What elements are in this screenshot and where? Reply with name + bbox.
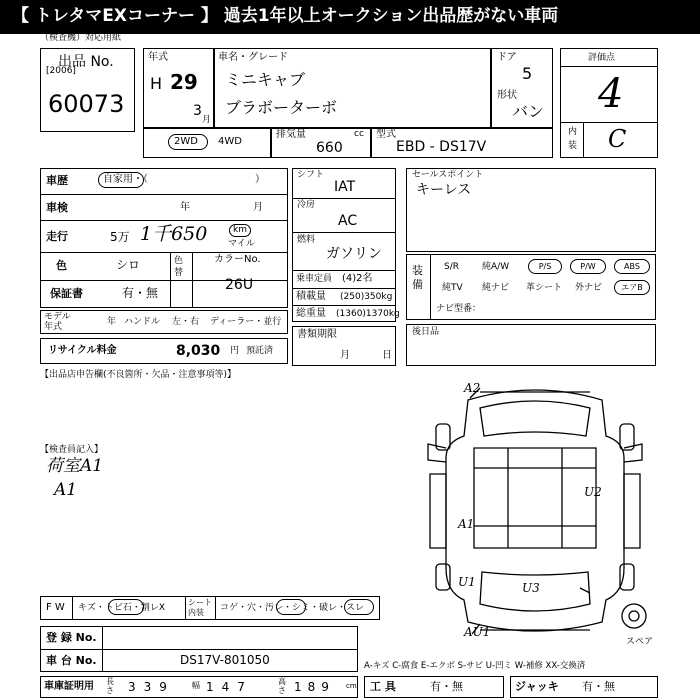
inspector-label: 【検査員記入】	[40, 445, 104, 455]
equipment-label: 装備	[412, 264, 423, 291]
shape-value: バン	[512, 102, 545, 121]
capacity-label: 乗車定員	[296, 274, 333, 284]
inspection-label: 車検	[46, 201, 68, 214]
mileage-value: 5万	[110, 230, 130, 244]
chassis-value: DS17V-801050	[180, 653, 270, 667]
type-label: 型式	[376, 129, 396, 140]
year-label: 年式	[148, 52, 168, 63]
color-value: シロ	[116, 258, 141, 272]
ac-value: AC	[338, 213, 358, 229]
spare-label: スペア	[626, 637, 654, 647]
model-name: ミニキャブ	[225, 70, 306, 89]
cert-v3: 189	[294, 680, 335, 694]
history-value: 自家用・（	[103, 174, 148, 185]
docs-month: 月	[340, 350, 350, 361]
handle-value: 左・右	[172, 317, 200, 327]
seat-label: シート内装	[188, 598, 212, 617]
engine-value: 660	[316, 140, 343, 156]
subnote: （検査機）対応用紙	[40, 33, 122, 43]
equip-airbag: エアB	[614, 280, 650, 295]
equip-leather: 革シート	[526, 283, 563, 293]
drive-4wd: 4WD	[218, 136, 242, 147]
doors-value: 5	[522, 64, 533, 83]
banner-title: 【 トレタマEXコーナー 】 過去1年以上オークション出品歴がない車両	[12, 6, 559, 26]
cert-v1: 339	[128, 680, 175, 694]
notes-label: 【出品店申告欄(不良箇所・欠品・注意事項等)】	[40, 370, 237, 380]
type-value: EBD - DS17V	[396, 139, 487, 155]
grade-label: 評価点	[588, 53, 616, 63]
handle-label: ハンドル	[124, 317, 161, 327]
sales-label: セールスポイント	[412, 170, 484, 180]
cert-label: 車庫証明用	[44, 681, 94, 692]
color-change-label: 色替	[174, 256, 184, 278]
shift-label: シフト	[297, 170, 325, 180]
defect-body-circle	[108, 599, 144, 615]
jack-value: 有・無	[582, 680, 615, 693]
lot-stamp: [2006]	[46, 66, 76, 76]
equip-tv: 純TV	[442, 283, 463, 293]
inspection-month: 月	[253, 202, 263, 213]
sales-value: キーレス	[416, 182, 472, 198]
shift-value: IAT	[334, 179, 356, 195]
doors-label: ドア	[497, 52, 517, 63]
inspection-year: 年	[180, 202, 190, 213]
recycle-note: 預託済	[246, 346, 274, 356]
docs-label: 書類期限	[297, 329, 337, 340]
load-label: 積載量	[296, 291, 326, 302]
cert-v2: 147	[206, 680, 253, 694]
defect-seat-circle-1	[276, 599, 306, 615]
history-label: 車歴	[46, 174, 68, 187]
gross-value: (1360)1370kg	[336, 309, 400, 319]
color-code: 26U	[225, 277, 254, 293]
equip-ext-navi: 外ナビ	[575, 283, 603, 293]
mileage-km: km	[233, 225, 247, 235]
year-value: 29	[170, 70, 198, 94]
year-month: 3	[193, 103, 202, 119]
model-year-label: モデル年式	[44, 312, 71, 332]
dealer-label: ディーラー・並行	[210, 317, 282, 327]
cert-l3: 高さ	[278, 677, 286, 695]
interior-value: C	[608, 125, 627, 153]
model-label: 車名・グレード	[218, 52, 288, 63]
mark-u1: U1	[458, 575, 476, 589]
lot-number: 60073	[48, 90, 125, 118]
defect-fw: F W	[46, 602, 65, 613]
registration-label: 登 録 No.	[46, 631, 97, 644]
lot-label: 出品 No.	[58, 54, 114, 70]
mileage-mile: マイル	[228, 239, 255, 249]
year-era: H	[150, 74, 163, 93]
after-box	[406, 324, 656, 366]
mark-u3: U3	[522, 581, 540, 595]
inspector-note-1: 荷室A1	[46, 456, 104, 476]
equip-ps: P/S	[528, 259, 562, 274]
color-code-label: カラーNo.	[214, 254, 261, 265]
legend: A-キズ C-腐食 E-エクボ S-サビ U-凹ミ W-補修 XX-交換済	[364, 661, 586, 671]
equip-pw: P/W	[570, 259, 606, 274]
mark-u2: U2	[584, 485, 602, 499]
warranty-label: 保証書	[50, 287, 83, 300]
warranty-value: 有・無	[122, 286, 159, 300]
capacity-value: (4)2名	[342, 273, 373, 284]
chassis-label: 車 台 No.	[46, 654, 97, 667]
docs-day: 日	[382, 350, 392, 361]
equip-sr: S/R	[444, 262, 459, 272]
mark-au1: AU1	[464, 625, 491, 639]
defect-seat-circle-2	[344, 599, 374, 615]
ac-label: 冷房	[297, 200, 316, 210]
load-value: (250)350kg	[340, 292, 393, 302]
cert-l1: 長さ	[106, 677, 114, 695]
after-label: 後日品	[412, 327, 440, 337]
year-month-unit: 月	[202, 115, 212, 125]
cert-unit: cm	[346, 682, 357, 690]
mark-a2: A2	[464, 381, 481, 395]
history-close: ）	[255, 174, 265, 185]
tools-label: 工 具	[370, 680, 396, 693]
color-label: 色	[56, 259, 67, 272]
fuel-label: 燃料	[297, 235, 316, 245]
recycle-value: 8,030	[176, 343, 221, 359]
defect-seat: コゲ・穴・汚レ・シミ・破レ・スレ	[220, 603, 365, 613]
grade-value: 4	[598, 71, 624, 117]
engine-label: 排気量	[276, 129, 306, 140]
equip-aw: 純A/W	[482, 262, 510, 272]
fuel-value: ガソリン	[326, 246, 382, 262]
recycle-label: リサイクル料金	[48, 345, 117, 356]
mark-a1: A1	[458, 517, 475, 531]
interior-label-1: 内	[568, 127, 578, 137]
mileage-hand: 1千650	[140, 223, 208, 245]
inspector-note-2: A1	[54, 480, 78, 500]
jack-label: ジャッキ	[515, 680, 559, 693]
car-diagram	[410, 378, 660, 644]
equip-navi: 純ナビ	[482, 283, 510, 293]
model-grade: ブラボーターボ	[225, 98, 338, 117]
engine-unit: cc	[354, 129, 364, 139]
equip-abs: ABS	[614, 259, 650, 274]
recycle-unit: 円	[230, 346, 240, 356]
cert-l2: 幅	[192, 681, 200, 690]
gross-label: 総重量	[296, 308, 326, 319]
nav-model-label: ナビ型番：	[436, 304, 482, 314]
drive-2wd: 2WD	[174, 136, 198, 147]
shape-label: 形状	[497, 90, 517, 101]
mileage-label: 走行	[46, 230, 68, 243]
tools-value: 有・無	[430, 680, 463, 693]
sales-box	[406, 168, 656, 252]
model-year-year: 年	[107, 317, 117, 327]
defect-body: キズ・トビ石・割レX	[78, 603, 165, 613]
interior-label-2: 装	[568, 141, 578, 151]
